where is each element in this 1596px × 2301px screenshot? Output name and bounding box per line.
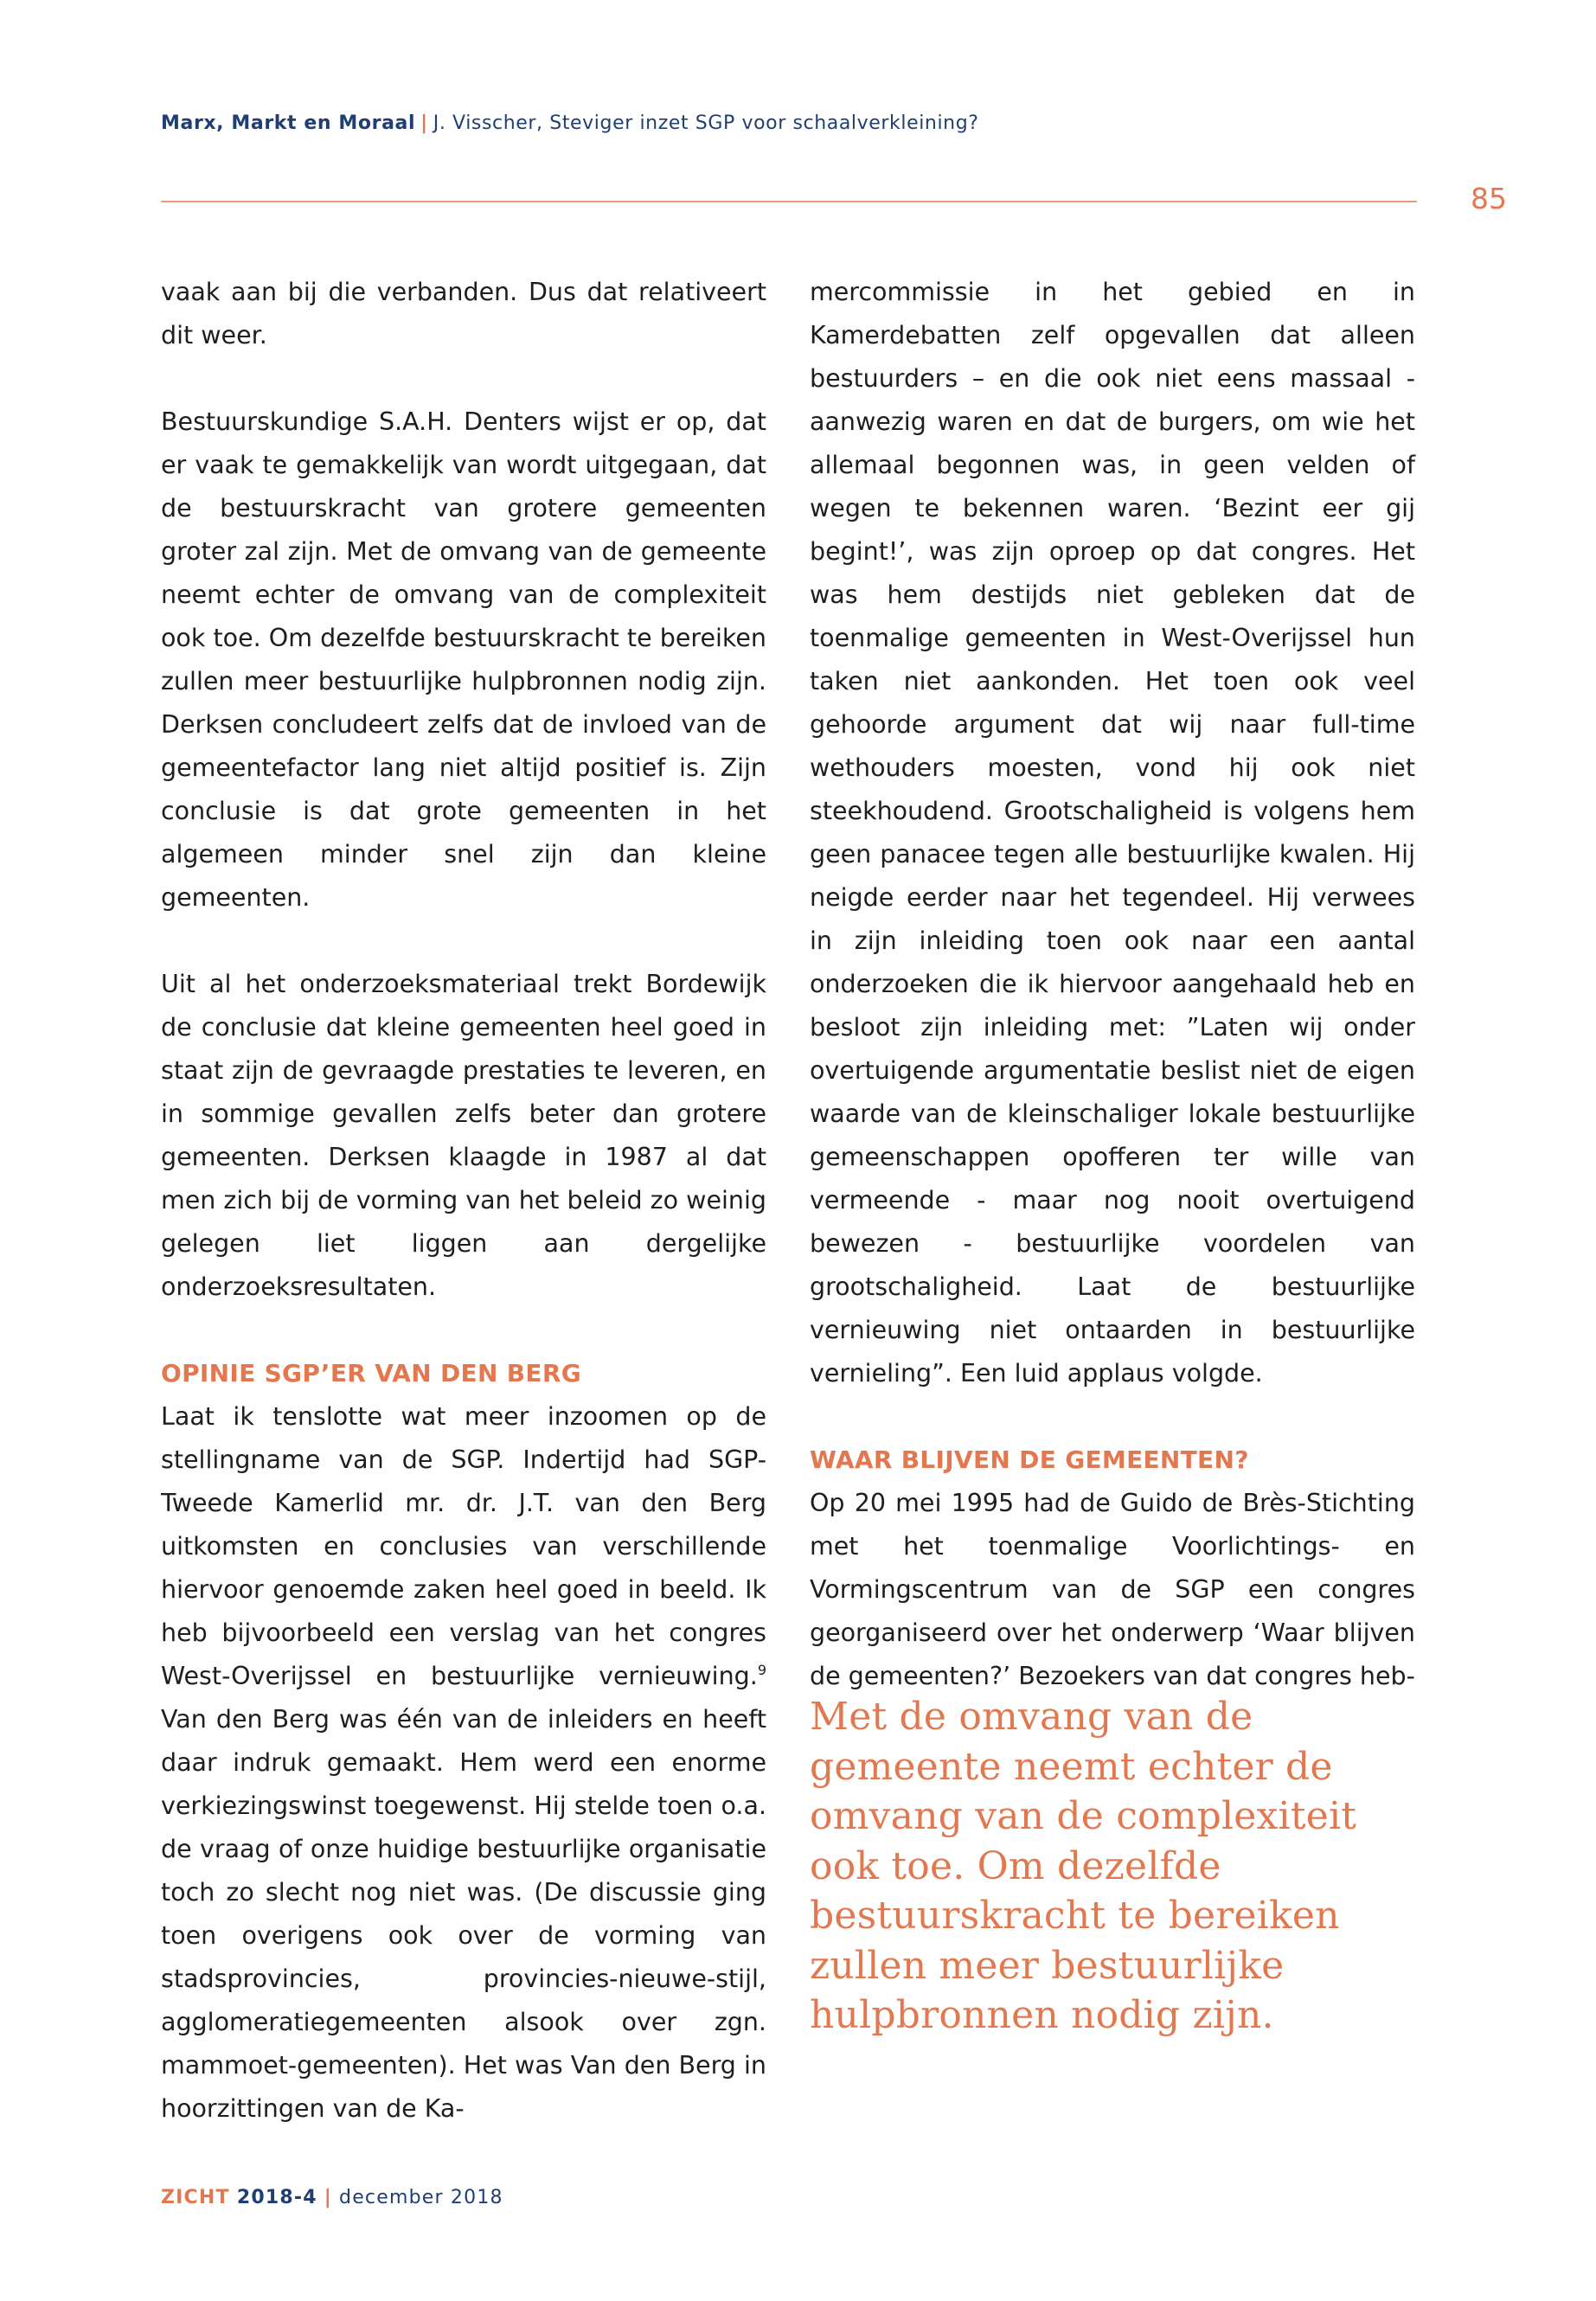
footer-date: december 2018	[339, 2187, 503, 2208]
footer-separator: |	[324, 2187, 333, 2208]
footer-issue: 2018-4	[236, 2187, 317, 2208]
pull-quote: Met de omvang van de gemeente neemt echter de omvang van de complexiteit ook toe. Om dezelfde bestuurskracht te bereiken zullen meer bestuurlijke hulpbronnen nodig zijn.	[810, 1695, 1357, 2037]
footer	[161, 2187, 503, 2208]
section-heading-gemeenten: WAAR BLIJVEN DE GEMEENTEN?	[810, 1445, 1249, 1474]
left-paragraph-4	[161, 1395, 766, 2131]
header-article-title: J. Visscher, Steviger inzet SGP voor schaalverkleining?	[433, 112, 979, 134]
page-number: 85	[1471, 182, 1507, 215]
left-paragraph-2: Bestuurskundige S.A.H. Denters wijst er op, dat er vaak te gemakkelijk van wordt uitgegaan, dat de bestuurskracht van grotere gemeenten groter zal zijn. Met de omvang van de gemeente neemt echter de omvang van de complexiteit ook toe. Om dezelfde bestuurskracht te bereiken zullen meer bestuurlijke hulpbronnen nodig zijn. Derksen concludeert zelfs dat de invloed van de gemeentefactor lang niet altijd positief is. Zijn conclusie is dat grote gemeenten in het algemeen minder snel zijn dan kleine gemeenten.	[161, 407, 766, 912]
left-paragraph-4-part-a: Laat ik tenslotte wat meer inzoomen op de stellingname van de SGP. Indertijd had SGP-Tweede Kamerlid mr. dr. J.T. van den Berg uitkomsten en conclusies van verschillende hiervoor genoemde zaken heel goed in beeld. Ik heb bijvoorbeeld een verslag van het congres West-Overijssel en bestuurlijke vernieuwing.	[161, 1402, 766, 1690]
footnote-marker: 9	[757, 1662, 766, 1678]
left-paragraph-4-part-b: Van den Berg was één van de inleiders en heeft daar indruk gemaakt. Hem werd een enorme verkiezingswinst toegewenst. Hij stelde toen o.a. de vraag of onze huidige bestuurlijke organisatie toch zo slecht nog niet was. (De discussie ging toen overigens ook over de vorming van stadsprovincies, provincies-nieuwe-stijl, agglomeratiegemeenten alsook over zgn. mammoet-gemeenten). Het was Van den Berg in hoorzittingen van de Ka-	[161, 1705, 766, 2123]
right-column	[810, 271, 1415, 1698]
footer-magazine: ZICHT	[161, 2187, 230, 2208]
header-rule	[161, 201, 1417, 202]
header-section-title: Marx, Markt en Moraal	[161, 112, 416, 134]
left-paragraph-3: Uit al het onderzoeksmateriaal trekt Bordewijk de conclusie dat kleine gemeenten heel goed in staat zijn de gevraagde prestaties te leveren, en in sommige gevallen zelfs beter dan grotere gemeenten. Derksen klaagde in 1987 al dat men zich bij de vorming van het beleid zo weinig gelegen liet liggen aan dergelijke onderzoeksresultaten.	[161, 970, 766, 1301]
running-header	[161, 112, 979, 134]
header-separator: |	[420, 112, 428, 134]
right-paragraph-2: Op 20 mei 1995 had de Guido de Brès-Stichting met het toenmalige Voorlichtings- en Vormingscentrum van de SGP een congres georganiseerd over het onderwerp ‘Waar blijven de gemeenten?’ Bezoekers van dat congres heb-	[810, 1489, 1415, 1690]
right-paragraph-1: mercommissie in het gebied en in Kamerdebatten zelf opgevallen dat alleen bestuurders – en die ook niet eens massaal - aanwezig waren en dat de burgers, om wie het allemaal begonnen was, in geen velden of wegen te bekennen waren. ‘Bezint eer gij begint!’, was zijn oproep op dat congres. Het was hem destijds niet gebleken dat de toenmalige gemeenten in West-Overijssel hun taken niet aankonden. Het toen ook veel gehoorde argument dat wij naar full-time wethouders moesten, vond hij ook niet steekhoudend. Grootschaligheid is volgens hem geen panacee tegen alle bestuurlijke kwalen. Hij neigde eerder naar het tegendeel. Hij verwees in zijn inleiding toen ook naar een aantal onderzoeken die ik hiervoor aangehaald heb en besloot zijn inleiding met: ”Laten wij onder overtuigende argumentatie beslist niet de eigen waarde van de kleinschaliger lokale bestuurlijke gemeenschappen opofferen ter wille van vermeende - maar nog nooit overtuigend bewezen - bestuurlijke voordelen van grootschaligheid. Laat de bestuurlijke vernieuwing niet ontaarden in bestuurlijke vernieling”. Een luid applaus volgde.	[810, 278, 1415, 1388]
left-column	[161, 271, 766, 2131]
left-paragraph-1: vaak aan bij die verbanden. Dus dat relativeert dit weer.	[161, 278, 766, 349]
section-heading-opinie: OPINIE SGP’ER VAN DEN BERG	[161, 1359, 581, 1388]
